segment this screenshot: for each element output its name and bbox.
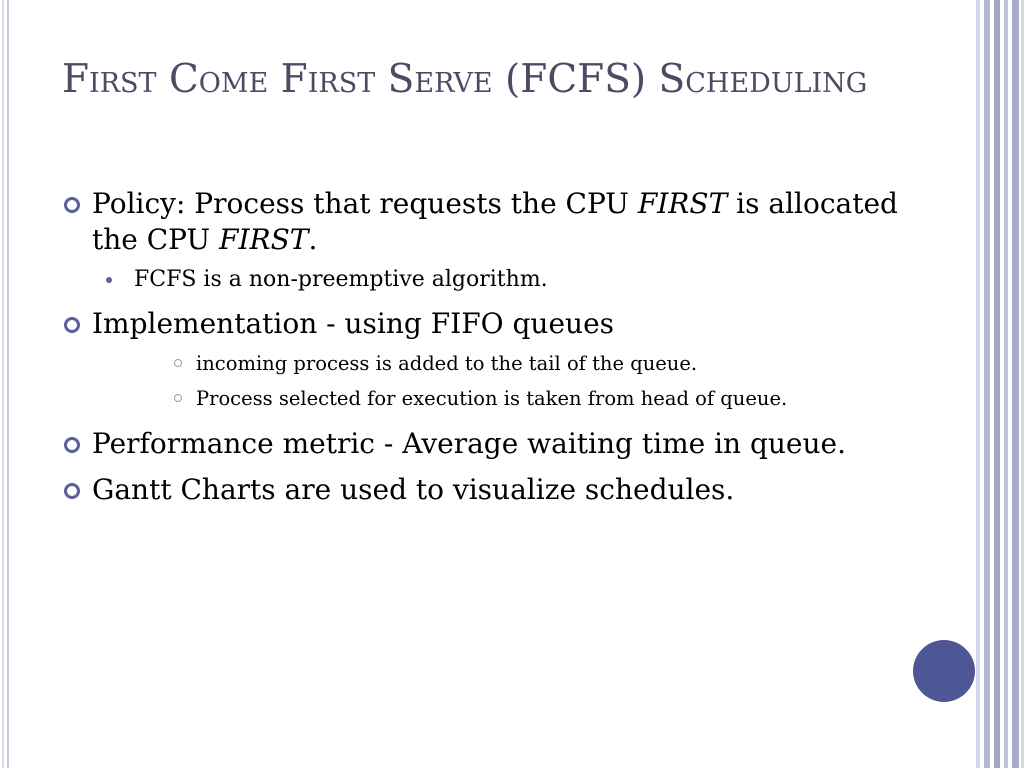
bullet-policy: Policy: Process that requests the CPU FIRST is allocated the CPU FIRST. [62, 186, 942, 258]
right-stripe-decoration [976, 0, 1024, 768]
dot-bullet-icon [106, 277, 112, 283]
ring-bullet-icon [64, 317, 80, 333]
left-border-decoration [0, 0, 9, 768]
sub-bullet-tail: incoming process is added to the tail of the queue. [62, 350, 942, 377]
sub-bullet-head: Process selected for execution is taken from head of queue. [62, 385, 942, 412]
decorative-circle [913, 640, 975, 702]
sub-bullet-non-preemptive: FCFS is a non-preemptive algorithm. [62, 266, 942, 294]
bullet-performance: Performance metric - Average waiting time in queue. [62, 426, 942, 462]
small-ring-bullet-icon [174, 359, 182, 367]
bullet-implementation: Implementation - using FIFO queues [62, 306, 942, 342]
small-ring-bullet-icon [174, 394, 182, 402]
ring-bullet-icon [64, 483, 80, 499]
ring-bullet-icon [64, 197, 80, 213]
ring-bullet-icon [64, 437, 80, 453]
slide-body [62, 186, 942, 518]
slide-title: First Come First Serve (FCFS) Scheduling [62, 57, 868, 102]
bullet-gantt: Gantt Charts are used to visualize schedules. [62, 472, 942, 508]
